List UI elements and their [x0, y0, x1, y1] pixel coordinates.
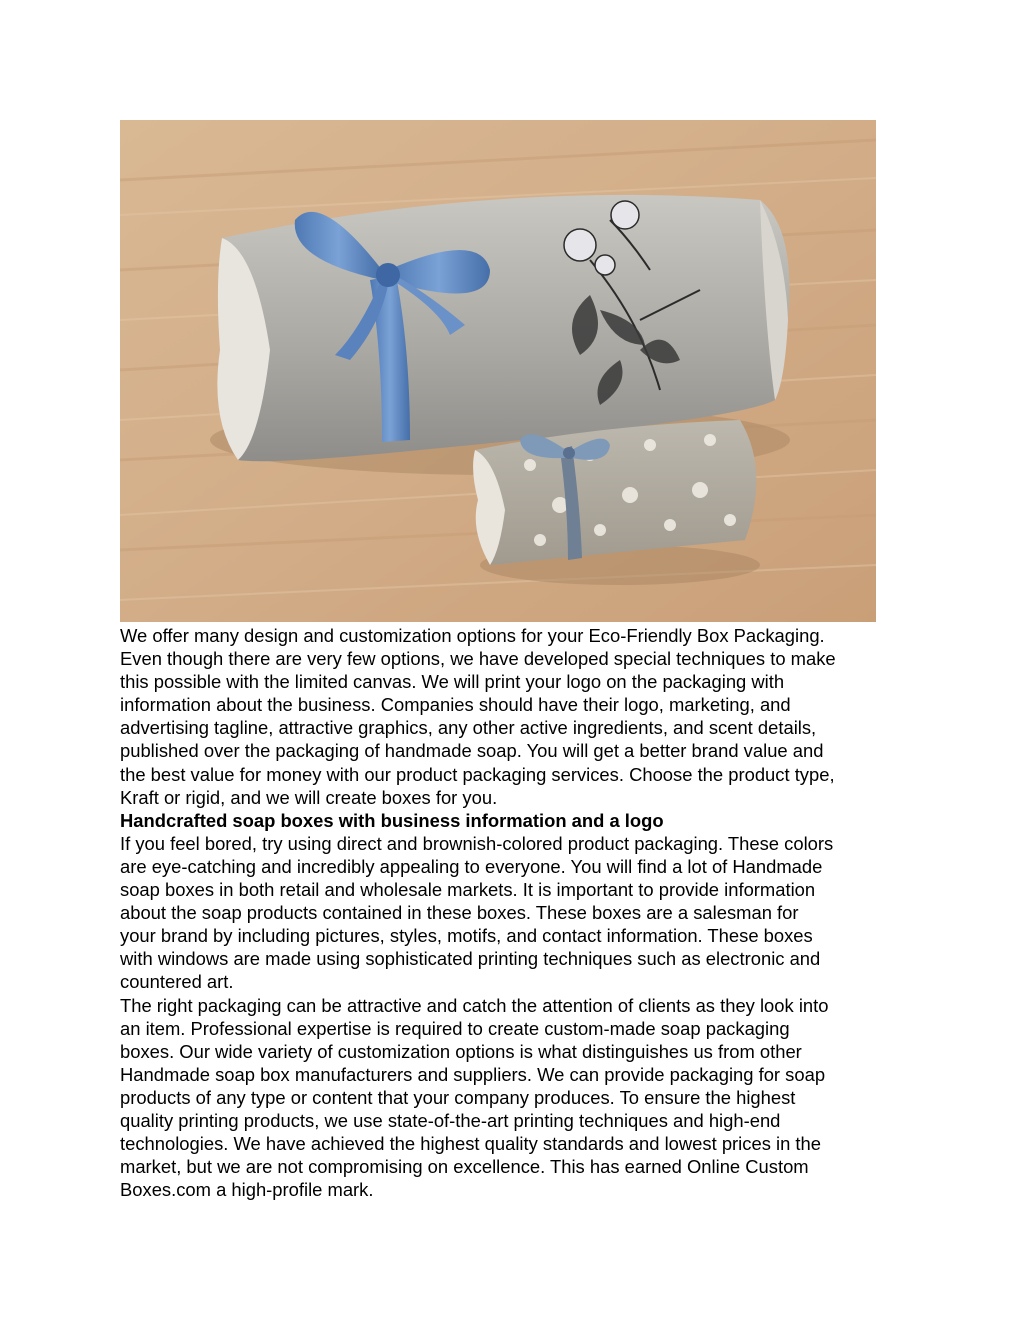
text-line: this possible with the limited canvas. We will print your logo on the packaging with — [120, 671, 785, 693]
text-line: Boxes.com a high-profile mark. — [120, 1179, 374, 1201]
text-line: with windows are made using sophisticated printing techniques such as electronic and — [120, 948, 821, 970]
text-line: Handmade soap box manufacturers and suppliers. We can provide packaging for soap — [120, 1063, 826, 1085]
text-line: information about the business. Companies should have their logo, marketing, and — [120, 694, 791, 716]
text-line: countered art. — [120, 971, 234, 993]
pillow-gift-boxes-photo — [120, 120, 876, 622]
intro-paragraph — [120, 624, 920, 809]
text-line: an item. Professional expertise is required to create custom-made soap packaging — [120, 1017, 790, 1039]
text-line: The right packaging can be attractive and catch the attention of clients as they look into — [120, 994, 829, 1016]
product-photo — [120, 120, 876, 622]
text-line: the best value for money with our product packaging services. Choose the product type, — [120, 763, 835, 785]
second-paragraph — [120, 832, 920, 994]
text-line: advertising tagline, attractive graphics, any other active ingredients, and scent details, — [120, 717, 817, 739]
text-line: soap boxes in both retail and wholesale markets. It is important to provide information — [120, 879, 816, 901]
text-line: about the soap products contained in these boxes. These boxes are a salesman for — [120, 902, 799, 924]
text-line: published over the packaging of handmade soap. You will get a better brand value and — [120, 740, 824, 762]
third-paragraph — [120, 994, 920, 1202]
section-heading: Handcrafted soap boxes with business information and a logo — [120, 809, 664, 831]
text-line: Kraft or rigid, and we will create boxes for you. — [120, 786, 498, 808]
text-line: are eye-catching and incredibly appealing to everyone. You will find a lot of Handmade — [120, 855, 823, 877]
text-line: Even though there are very few options, we have developed special techniques to make — [120, 648, 836, 670]
article-body — [120, 624, 920, 1201]
text-line: boxes. Our wide variety of customization options is what distinguishes us from other — [120, 1040, 802, 1062]
text-line: quality printing products, we use state-of-the-art printing techniques and high-end — [120, 1109, 781, 1131]
text-line: If you feel bored, try using direct and brownish-colored product packaging. These colors — [120, 832, 834, 854]
text-line: technologies. We have achieved the highest quality standards and lowest prices in the — [120, 1133, 821, 1155]
text-line: We offer many design and customization options for your Eco-Friendly Box Packaging. — [120, 625, 825, 646]
text-line: products of any type or content that your company produces. To ensure the highest — [120, 1086, 796, 1108]
text-line: your brand by including pictures, styles, motifs, and contact information. These boxes — [120, 925, 813, 947]
text-line: market, but we are not compromising on excellence. This has earned Online Custom — [120, 1156, 809, 1178]
